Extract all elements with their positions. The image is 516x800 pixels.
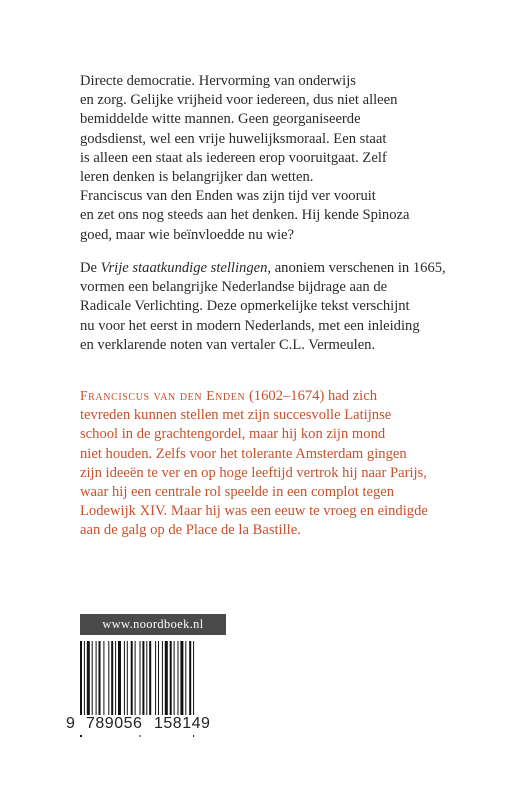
description-line: vormen een belangrijke Nederlandse bijdrage aan de [80, 279, 388, 296]
description-line: nu voor het eerst in modern Nederlands, met een inleiding [80, 317, 420, 334]
isbn-digits [64, 715, 228, 735]
description-prefix: De [80, 260, 101, 276]
description-suffix: , anoniem verschenen in 1665, [267, 260, 446, 276]
intro-line: Franciscus van den Enden was zijn tijd ver vooruit [80, 188, 376, 205]
intro-line: is alleen een staat als iedereen erop vooruitgaat. Zelf [80, 149, 387, 166]
isbn-first-digit: 9 [66, 715, 76, 732]
bio-line [80, 386, 440, 406]
intro-paragraph [80, 72, 440, 245]
publisher-url[interactable] [80, 614, 226, 635]
bio-line: Lodewijk XIV. Maar hij was een eeuw te vroeg en eindigde [80, 503, 428, 520]
description-line: Radicale Verlichting. Deze opmerkelijke tekst verschijnt [80, 298, 410, 315]
intro-line: bemiddelde witte mannen. Geen georganiseerde [80, 111, 361, 128]
intro-line: leren denken is belangrijker dan wetten. [80, 169, 314, 186]
author-bio [80, 386, 440, 541]
isbn-left-group: 789056 [86, 715, 143, 732]
description-line: en verklarende noten van vertaler C.L. Vermeulen. [80, 336, 376, 353]
bio-dates: (1602–1674) had zich [245, 388, 378, 404]
description-paragraph [80, 259, 446, 355]
bio-line: tevreden kunnen stellen met zijn succesvolle Latijnse [80, 407, 392, 424]
bio-line: waar hij een centrale rol speelde in een complot tegen [80, 484, 395, 501]
description-line [80, 259, 446, 278]
intro-line: Directe democratie. Hervorming van onderwijs [80, 73, 356, 89]
author-name: Franciscus van den Enden [80, 388, 246, 403]
intro-line: en zorg. Gelijke vrijheid voor iedereen, dus niet alleen [80, 92, 398, 109]
intro-line: goed, maar wie beïnvloedde nu wie? [80, 226, 294, 243]
bio-line: zijn ideeën te ver en op hoge leeftijd vertrok hij naar Parijs, [80, 464, 427, 481]
isbn-right-group: 158149 [154, 715, 211, 732]
intro-line: godsdienst, wel een vrije huwelijksmoraal. Een staat [80, 130, 387, 147]
publisher-url-text: www.noordboek.nl [102, 617, 204, 631]
bio-line: aan de galg op de Place de la Bastille. [80, 522, 301, 539]
intro-line: en zet ons nog steeds aan het denken. Hij kende Spinoza [80, 207, 410, 224]
bio-line: school in de grachtengordel, maar hij kon zijn mond [80, 426, 386, 443]
bio-line: niet houden. Zelfs voor het tolerante Amsterdam gingen [80, 445, 407, 462]
book-title: Vrije staatkundige stellingen [100, 260, 268, 276]
